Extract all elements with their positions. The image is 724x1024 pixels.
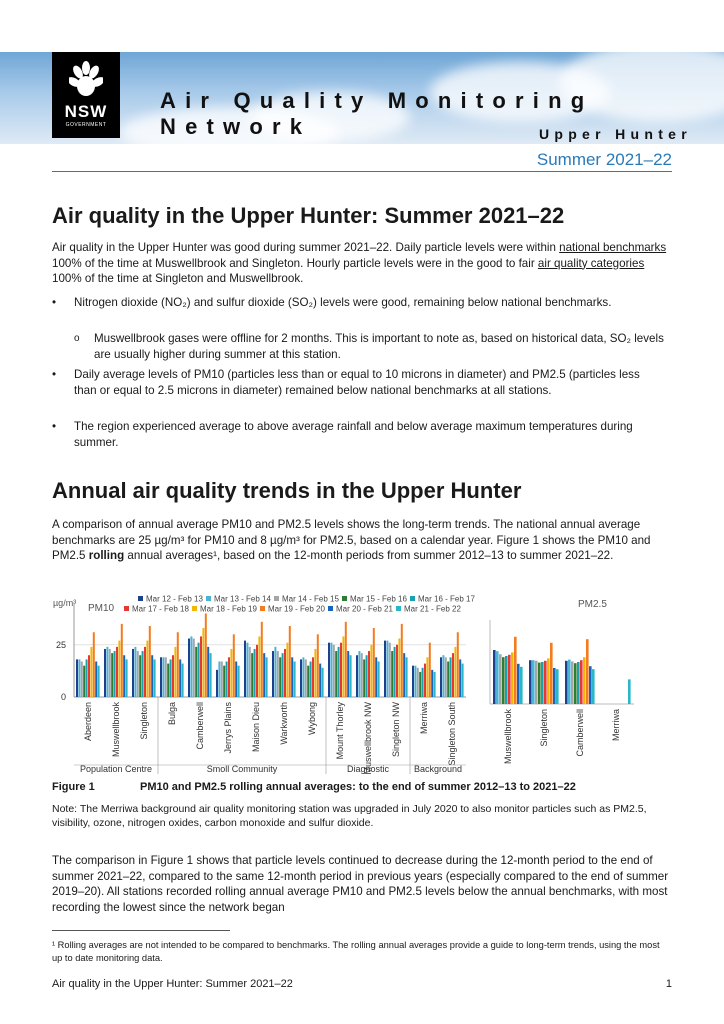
bar-pm10	[358, 651, 360, 697]
bar-pm10	[307, 666, 309, 697]
bar-pm10	[193, 639, 195, 697]
legend-label: Mar 21 - Feb 22	[404, 604, 461, 614]
bar-pm10	[310, 661, 312, 697]
bar-pm10	[426, 657, 428, 697]
x-tick-label: Bulga	[167, 702, 177, 726]
bar-pm10	[266, 657, 268, 697]
bar-pm10	[137, 651, 139, 697]
bar-pm10	[412, 666, 414, 697]
bar-pm10	[289, 626, 291, 697]
bar-pm10	[179, 659, 181, 697]
bar-pm25	[544, 661, 547, 704]
bar-pm10	[226, 661, 228, 697]
bar-pm10	[277, 651, 279, 697]
bar-pm10	[314, 649, 316, 697]
bar-pm25	[499, 654, 502, 704]
logo-subtext: GOVERNMENT	[65, 122, 107, 128]
legend-label: Mar 20 - Feb 21	[336, 604, 393, 614]
bar-pm25	[511, 652, 514, 704]
legend-label: Mar 14 - Feb 15	[282, 594, 339, 604]
air-quality-categories-link[interactable]: air quality categories	[537, 256, 645, 270]
bar-pm10	[454, 647, 456, 697]
bar-pm10	[282, 653, 284, 697]
bar-pm10	[424, 664, 426, 697]
bar-pm25	[502, 657, 505, 704]
bar-pm10	[347, 651, 349, 697]
bar-pm25	[496, 651, 499, 704]
bar-pm10	[370, 645, 372, 697]
bar-pm25	[556, 669, 559, 704]
y-tick-label: 25	[55, 639, 66, 650]
bar-pm10	[457, 632, 459, 697]
bar-pm10	[200, 636, 202, 697]
bar-pm10	[170, 659, 172, 697]
bullet-dot: •	[52, 296, 57, 309]
bar-pm10	[83, 666, 85, 697]
bar-pm10	[328, 643, 330, 697]
bar-pm10	[165, 657, 167, 697]
group-label: Population Centre	[79, 764, 153, 774]
bar-pm10	[228, 657, 230, 697]
bar-pm10	[126, 659, 128, 697]
bar-pm10	[330, 643, 332, 697]
bar-pm10	[86, 659, 88, 697]
bar-pm10	[345, 622, 347, 697]
bar-pm25	[574, 663, 577, 704]
bar-pm25	[568, 660, 571, 704]
x-tick-label: Maison Dieu	[251, 702, 261, 753]
bar-pm10	[398, 639, 400, 697]
bar-pm10	[134, 647, 136, 697]
bar-pm25	[580, 660, 583, 704]
bar-pm10	[177, 632, 179, 697]
bar-pm25	[583, 657, 586, 704]
bar-pm10	[450, 657, 452, 697]
bar-pm10	[95, 661, 97, 697]
bar-pm10	[223, 666, 225, 697]
bar-pm25	[529, 660, 532, 704]
legend-label: Mar 17 - Feb 18	[132, 604, 189, 614]
bar-pm10	[202, 628, 204, 697]
bar-pm25	[538, 663, 541, 704]
bar-pm10	[106, 647, 108, 697]
bar-pm10	[419, 672, 421, 697]
bar-pm10	[396, 645, 398, 697]
bar-pm10	[111, 653, 113, 697]
bullet-text: The region experienced average to above average rainfall and below average maximum temperatures during summer.	[74, 420, 633, 449]
national-benchmarks-link[interactable]: national benchmarks	[559, 241, 667, 254]
bar-pm10	[142, 651, 144, 697]
bar-pm10	[198, 643, 200, 697]
legend-label: Mar 18 - Feb 19	[200, 604, 257, 614]
bar-pm10	[151, 655, 153, 697]
trends-text-bold: rolling	[88, 549, 125, 562]
x-tick-label: Muswellbrook	[111, 702, 121, 758]
bar-pm10	[139, 655, 141, 697]
chart-title-pm10: PM10	[88, 603, 115, 614]
y-tick-label: 0	[60, 692, 66, 702]
figure-note: Note: The Merriwa background air quality monitoring station was upgraded in July 2020 to also monitor particles such as PM2.5, visibility, ozone, nitrogen oxides, carbon monoxide and sulfur dioxide.	[52, 803, 647, 829]
x-tick-label: Singleton	[539, 709, 549, 747]
figure-label: Figure 1	[52, 781, 95, 793]
bar-pm10	[386, 641, 388, 697]
bar-pm25	[514, 637, 517, 704]
nsw-government-logo	[52, 52, 120, 138]
bar-pm10	[391, 651, 393, 697]
bar-pm10	[291, 657, 293, 697]
x-tick-label: Merriwa	[611, 709, 621, 742]
bar-pm10	[422, 668, 424, 697]
header-rule	[52, 171, 672, 172]
x-tick-label: Jerrys Plains	[223, 702, 233, 754]
trends-text-a: A comparison of annual average PM10 and PM2.5 levels shows the long-term trends. The national annual average benchmarks are 25 µg/m³ for PM10 and 8 µg/m³ for PM2.5, based on a calendar year. Figure 1 shows the PM10 and PM2.5	[52, 518, 651, 562]
x-tick-label: Singleton NW	[391, 702, 401, 758]
bar-pm25	[505, 656, 508, 704]
legend-swatch	[274, 596, 279, 601]
bar-pm10	[350, 655, 352, 697]
bar-pm10	[190, 636, 192, 697]
waratah-icon	[69, 60, 103, 100]
bar-pm10	[452, 653, 454, 697]
bar-pm10	[434, 672, 436, 697]
bar-pm10	[263, 653, 265, 697]
bar-pm10	[440, 657, 442, 697]
bar-pm10	[361, 653, 363, 697]
bar-pm10	[447, 661, 449, 697]
sub-bullet-text: Muswellbrook gases were offline for 2 months. This is important to note as, based on historical data, SO₂ levels are usually higher during summer at this station.	[94, 332, 664, 361]
bar-pm25	[571, 661, 574, 704]
bar-pm10	[221, 661, 223, 697]
group-label: Background	[413, 764, 463, 774]
bar-pm10	[384, 641, 386, 697]
bar-pm25	[577, 662, 580, 704]
bar-pm10	[123, 655, 125, 697]
bar-pm10	[244, 641, 246, 697]
bar-pm25	[535, 661, 538, 704]
bar-pm10	[218, 661, 220, 697]
bar-pm10	[235, 661, 237, 697]
bar-pm10	[174, 647, 176, 697]
bar-pm10	[389, 643, 391, 697]
legend-label: Mar 16 - Feb 17	[418, 594, 475, 604]
bar-pm10	[342, 636, 344, 697]
x-tick-label: Wybong	[307, 702, 317, 735]
bar-pm10	[445, 657, 447, 697]
bar-pm10	[414, 666, 416, 697]
bar-pm10	[116, 647, 118, 697]
bar-pm25	[553, 668, 556, 704]
bar-pm10	[230, 649, 232, 697]
pm-chart	[48, 590, 648, 778]
bar-pm10	[394, 647, 396, 697]
bar-pm10	[254, 649, 256, 697]
legend-swatch	[396, 606, 401, 611]
bar-pm10	[118, 641, 120, 697]
bar-pm10	[286, 643, 288, 697]
x-tick-label: Muswellbrook	[503, 709, 513, 765]
bar-pm10	[406, 657, 408, 697]
bar-pm10	[429, 643, 431, 697]
x-tick-label: Singleton South	[447, 702, 457, 766]
bar-pm10	[261, 622, 263, 697]
bar-pm10	[233, 634, 235, 697]
y-axis-unit: µg/m³	[53, 598, 77, 608]
bar-pm10	[104, 649, 106, 697]
bar-pm10	[378, 661, 380, 697]
legend-label: Mar 15 - Feb 16	[350, 594, 407, 604]
logo-wordmark: NSW	[64, 102, 108, 121]
bar-pm10	[356, 655, 358, 697]
sub-bullet-dot: o	[74, 333, 80, 344]
bar-pm10	[366, 655, 368, 697]
bar-pm10	[459, 659, 461, 697]
legend-label: Mar 13 - Feb 14	[214, 594, 271, 604]
section1-heading: Air quality in the Upper Hunter: Summer 2021–22	[52, 203, 565, 228]
bar-pm10	[90, 647, 92, 697]
bar-pm25	[547, 658, 550, 704]
bar-pm10	[154, 659, 156, 697]
bar-pm10	[401, 624, 403, 697]
season-label: Summer 2021–22	[536, 150, 672, 169]
bar-pm10	[207, 647, 209, 697]
intro-text-c: 100% of the time at Singleton and Muswellbrook.	[52, 272, 304, 285]
bar-pm10	[149, 626, 151, 697]
bullet-dot: •	[52, 420, 57, 433]
bar-pm10	[98, 666, 100, 697]
bar-pm10	[375, 657, 377, 697]
legend-swatch	[342, 596, 347, 601]
bar-pm10	[363, 659, 365, 697]
bar-pm25	[532, 660, 535, 704]
bar-pm10	[335, 651, 337, 697]
legend-swatch	[260, 606, 265, 611]
bar-pm25	[493, 650, 496, 704]
bar-pm10	[305, 659, 307, 697]
bar-pm10	[294, 661, 296, 697]
bar-pm10	[284, 649, 286, 697]
banner-subtitle: Upper Hunter	[538, 126, 692, 142]
bar-pm10	[300, 659, 302, 697]
intro-text-a: Air quality in the Upper Hunter was good during summer 2021–22. Daily particle levels were within	[52, 241, 560, 254]
bar-pm10	[93, 632, 95, 697]
bar-pm10	[258, 636, 260, 697]
intro-text-b: 100% of the time at Muswellbrook and Singleton. Hourly particle levels were in the good to fair	[52, 256, 538, 270]
legend-swatch	[410, 596, 415, 601]
bar-pm10	[302, 657, 304, 697]
legend-swatch	[138, 596, 143, 601]
bar-pm10	[272, 651, 274, 697]
bar-pm10	[132, 649, 134, 697]
comparison-paragraph: The comparison in Figure 1 shows that particle levels continued to decrease during the 12-month period to the end of summer 2021–22, compared to the same 12-month period in previous years (especially compared to the end of summer 2019–20). All stations recorded rolling annual average PM10 and PM2.5 levels below the annual benchmarks, with most recording the lowest since the network began	[52, 854, 669, 914]
bar-pm10	[279, 657, 281, 697]
footnote-rule	[52, 930, 230, 931]
footnote: ¹ Rolling averages are not intended to be compared to benchmarks. The rolling annual averages provide a guide to long-term trends, using the most up to date monitoring data.	[52, 940, 660, 963]
bar-pm10	[417, 668, 419, 697]
bullet-text: Nitrogen dioxide (NO₂) and sulfur dioxide (SO₂) levels were good, remaining below national benchmarks.	[74, 296, 612, 309]
bar-pm10	[146, 641, 148, 697]
x-tick-label: Aberdeen	[83, 702, 93, 742]
legend-label: Mar 19 - Feb 20	[268, 604, 325, 614]
bar-pm25	[550, 643, 553, 704]
bar-pm10	[431, 670, 433, 697]
legend-swatch	[192, 606, 197, 611]
page-number: 1	[665, 978, 672, 990]
bar-pm10	[373, 628, 375, 697]
bar-pm10	[78, 659, 80, 697]
bar-pm10	[195, 647, 197, 697]
bar-pm10	[312, 657, 314, 697]
x-tick-label: Singleton	[139, 702, 149, 740]
bar-pm10	[317, 634, 319, 697]
bar-pm25	[520, 667, 523, 704]
figure-title: PM10 and PM2.5 rolling annual averages: to the end of summer 2012–13 to 2021–22	[140, 781, 576, 793]
bar-pm10	[462, 664, 464, 697]
bar-pm10	[109, 649, 111, 697]
bar-pm10	[76, 659, 78, 697]
bar-pm10	[81, 661, 83, 697]
group-label: Smoll Community	[206, 764, 278, 774]
legend-label: Mar 12 - Feb 13	[146, 594, 203, 604]
bar-pm10	[114, 651, 116, 697]
bar-pm25	[565, 661, 568, 704]
bar-pm25	[592, 669, 595, 704]
bar-pm10	[167, 664, 169, 697]
bar-pm10	[182, 664, 184, 697]
bar-pm10	[403, 653, 405, 697]
bar-pm10	[172, 655, 174, 697]
bar-pm10	[442, 655, 444, 697]
x-tick-label: Muswellbrook NW	[363, 702, 373, 775]
bar-pm10	[144, 647, 146, 697]
bar-pm10	[274, 647, 276, 697]
bar-pm10	[333, 645, 335, 697]
bar-pm10	[121, 624, 123, 697]
bar-pm10	[238, 666, 240, 697]
bar-pm25	[628, 679, 631, 704]
figure-caption	[52, 781, 576, 793]
bar-pm10	[210, 653, 212, 697]
bar-pm10	[249, 647, 251, 697]
bar-pm10	[319, 664, 321, 697]
x-tick-label: Warkworth	[279, 702, 289, 745]
bullet-text: Daily average levels of PM10 (particles less than or equal to 10 microns in diameter) and PM2.5 (particles less than or equal to 2.5 microns in diameter) remained below national benchmarks at all stations.	[74, 368, 640, 397]
bar-pm10	[338, 647, 340, 697]
bar-pm10	[256, 645, 258, 697]
bar-pm10	[162, 657, 164, 697]
bar-pm10	[160, 657, 162, 697]
bar-pm25	[517, 664, 520, 704]
chart-title-pm25: PM2.5	[578, 599, 607, 610]
bar-pm25	[586, 639, 589, 704]
x-tick-label: Camberwell	[575, 709, 585, 757]
legend-swatch	[206, 596, 211, 601]
bar-pm10	[322, 668, 324, 697]
bar-pm10	[251, 653, 253, 697]
x-tick-label: Merriwa	[419, 702, 429, 735]
section2-heading: Annual air quality trends in the Upper Hunter	[52, 478, 522, 503]
x-tick-label: Mount Thorley	[335, 702, 345, 760]
bullet-dot: •	[52, 368, 57, 381]
footer-title: Air quality in the Upper Hunter: Summer 2021–22	[52, 978, 293, 990]
legend-swatch	[124, 606, 129, 611]
bar-pm10	[188, 639, 190, 697]
group-label: Diagnostic	[346, 764, 390, 774]
bar-pm10	[246, 643, 248, 697]
bar-pm10	[216, 670, 218, 697]
bar-pm25	[589, 666, 592, 704]
bar-pm10	[205, 613, 207, 697]
bar-pm25	[541, 662, 544, 704]
trends-paragraph	[52, 517, 672, 564]
bar-pm10	[88, 655, 90, 697]
intro-paragraph	[52, 240, 672, 287]
x-tick-label: Camberwell	[195, 702, 205, 750]
legend-swatch	[328, 606, 333, 611]
trends-text-b: annual averages¹, based on the 12-month periods from summer 2012–13 to summer 2021–22.	[124, 549, 614, 562]
bar-pm10	[368, 651, 370, 697]
bar-pm10	[340, 643, 342, 697]
bar-pm25	[508, 655, 511, 704]
banner-title: Air Quality Monitoring Network	[160, 88, 594, 139]
